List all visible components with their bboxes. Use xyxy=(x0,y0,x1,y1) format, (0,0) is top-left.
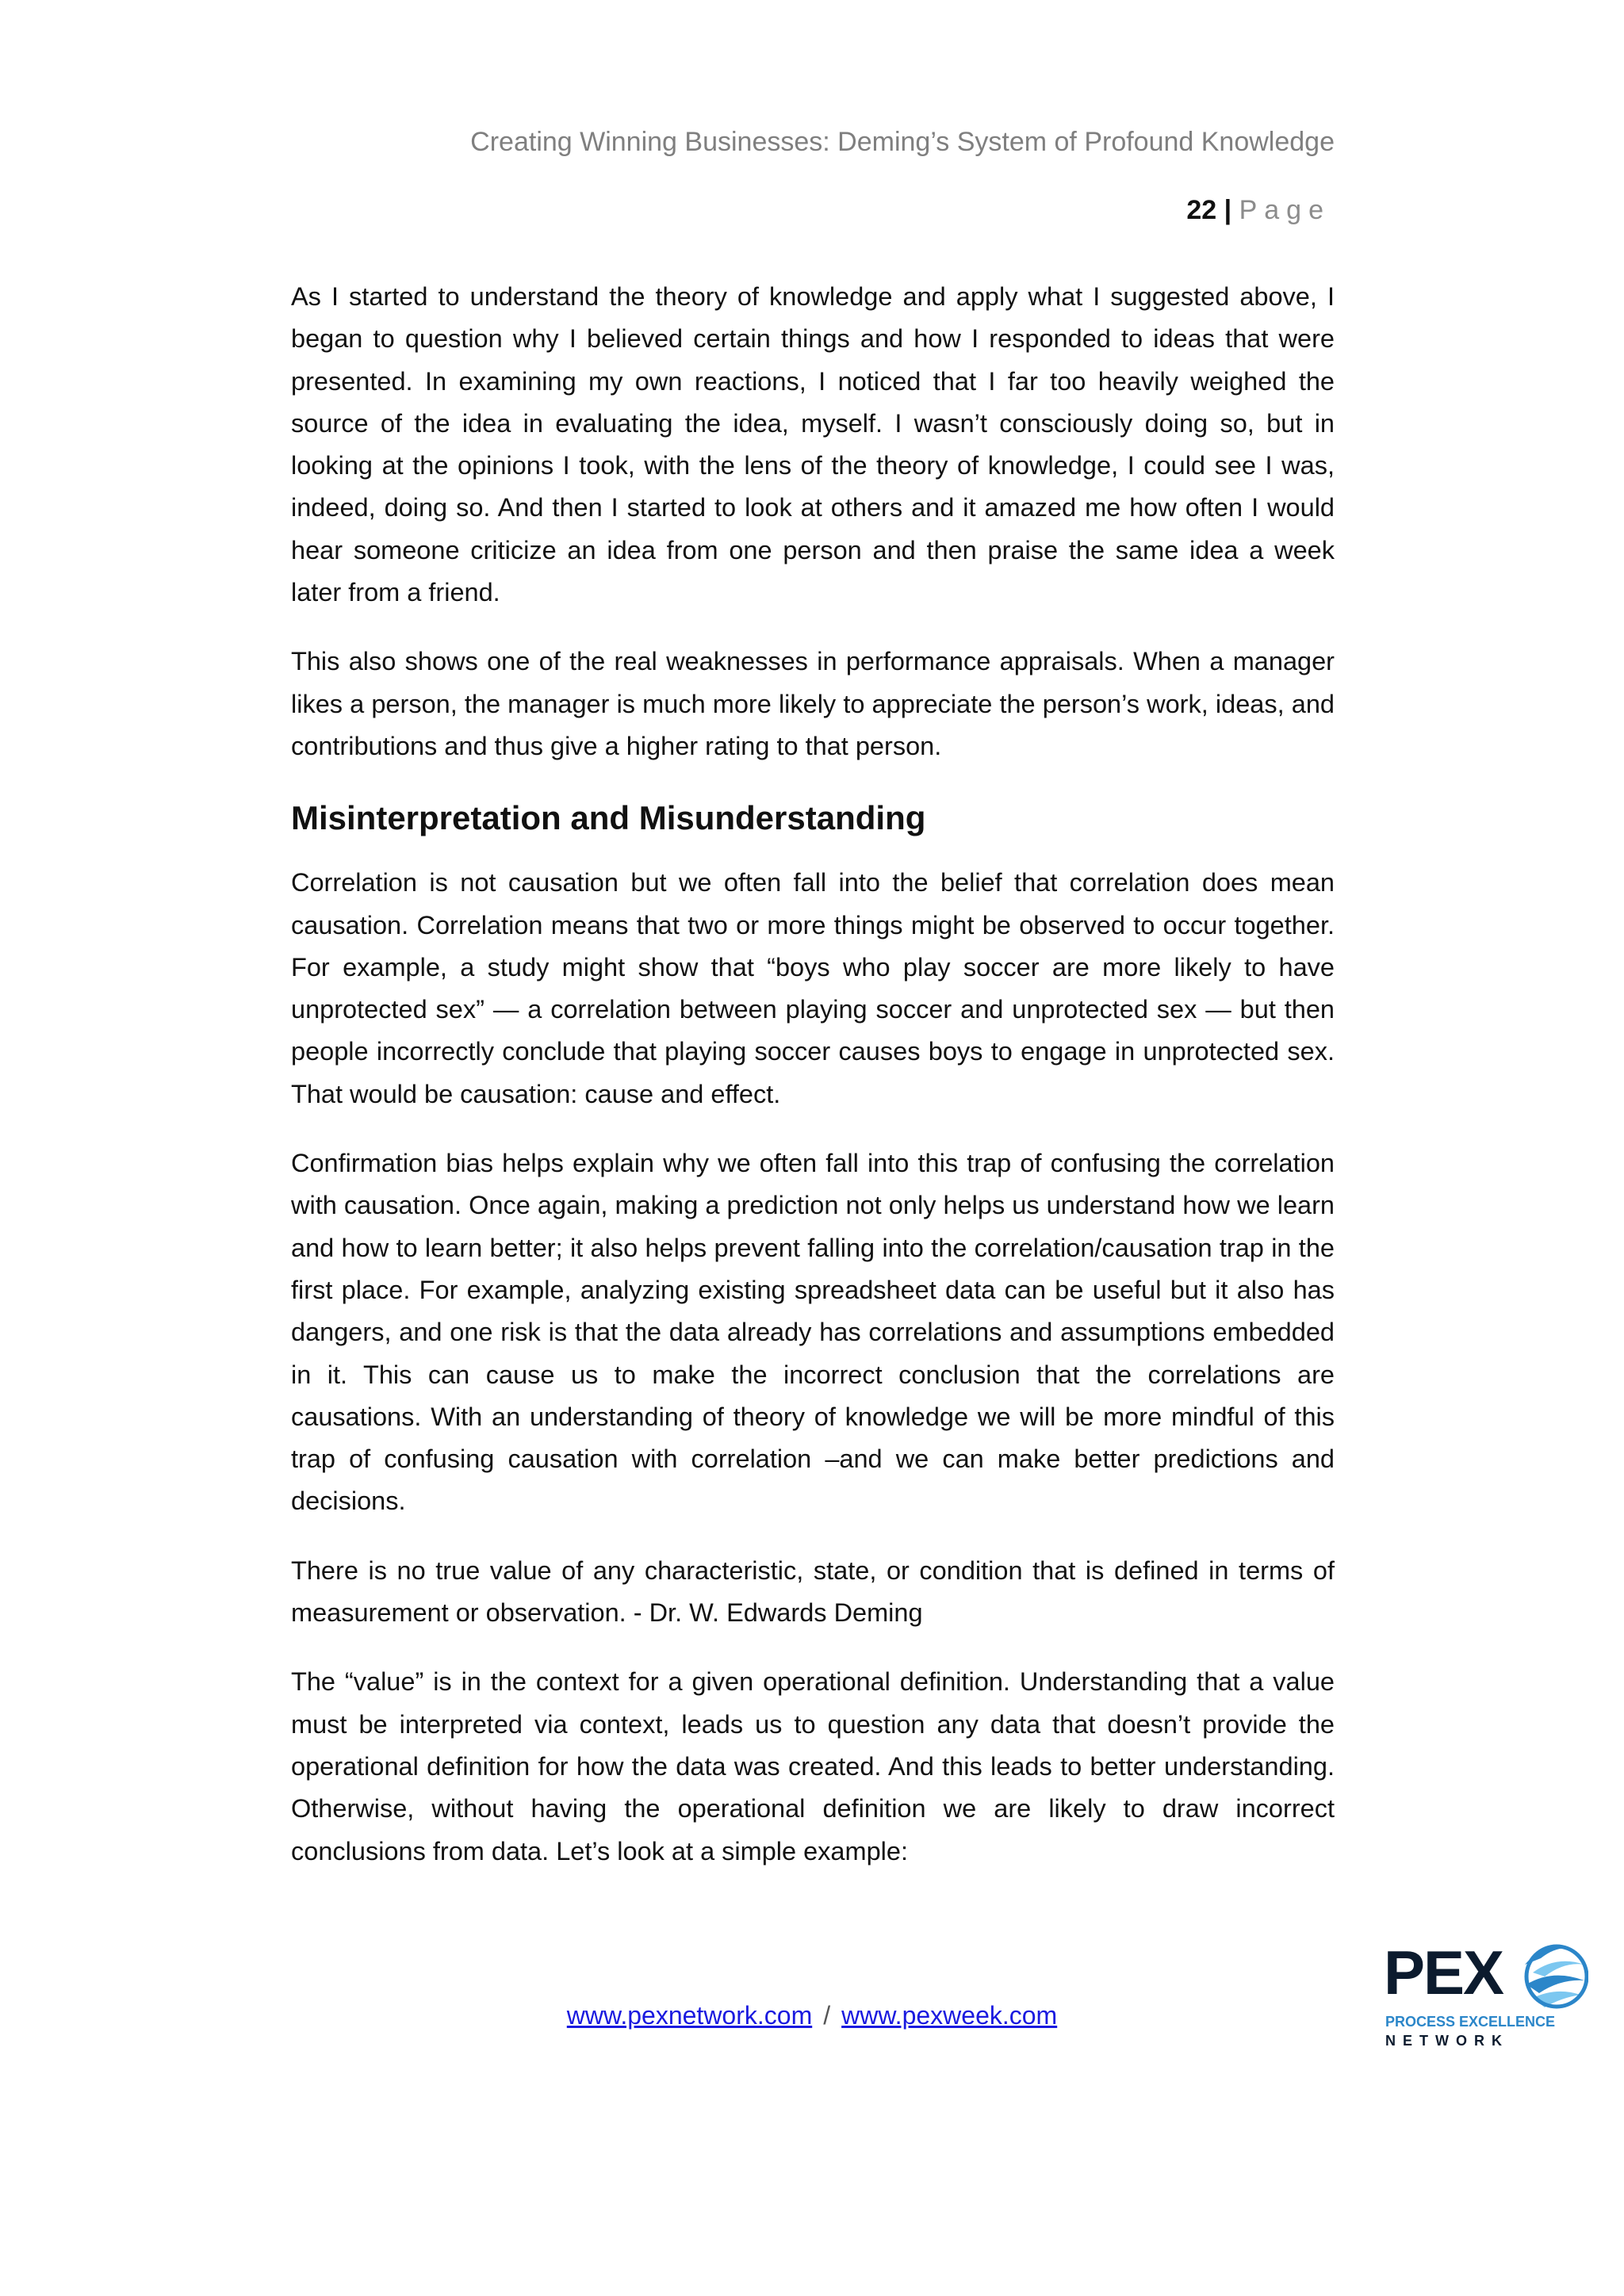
pex-logo xyxy=(1384,1938,1590,2052)
paragraph: Confirmation bias helps explain why we often fall into this trap of confusing the correlation with causation. Once again, making a prediction not only helps us understand how we learn and how to learn better; it also helps prevent falling into the correlation/causation trap in the first place. For example, analyzing existing spreadsheet data can be useful but it also has dangers, and one risk is that the data already has correlations and assumptions embedded in it. This can cause us to make the incorrect conclusion that the correlations are causations. With an understanding of theory of knowledge we will be more mindful of this trap of confusing causation with correlation –and we can make better predictions and decisions. xyxy=(291,1149,1335,1516)
footer-links xyxy=(0,2001,1624,2030)
paragraph: The “value” is in the context for a given operational definition. Understanding that a value must be interpreted via context, leads us to question any data that doesn’t provide the operational definition for how the data was created. And this leads to better understanding. Otherwise, without having the operational definition we are likely to draw incorrect conclusions from data. Let’s look at a simple example: xyxy=(291,1667,1335,1866)
paragraph: As I started to understand the theory of knowledge and apply what I suggested above, I began to question why I believed certain things and how I responded to ideas that were presented. In examining my own reactions, I noticed that I far too heavily weighed the source of the idea in evaluating the idea, myself. I wasn’t consciously doing so, but in looking at the opinions I took, with the lens of the theory of knowledge, I could see I was, indeed, doing so. And then I started to look at others and it amazed me how often I would hear someone criticize an idea from one person and then praise the same idea a week later from a friend. xyxy=(291,282,1335,607)
page-number xyxy=(1186,195,1331,226)
logo-wordmark: PEX xyxy=(1384,1938,1503,2007)
page-number-separator: | xyxy=(1224,195,1232,225)
paragraph: This also shows one of the real weaknesses in performance appraisals. When a manager likes a person, the manager is much more likely to appreciate the person’s work, ideas, and contributions and thus give a higher rating to that person. xyxy=(291,647,1335,760)
paragraph: Correlation is not causation but we often fall into the belief that correlation does mean causation. Correlation means that two or more things might be observed to occur together. For example, a study might show that “boys who play soccer are more likely to have unprotected sex” — a correlation between playing soccer and unprotected sex — but then people incorrectly conclude that playing soccer causes boys to engage in unprotected sex. That would be causation: cause and effect. xyxy=(291,868,1335,1108)
running-header: Creating Winning Businesses: Deming’s System of Profound Knowledge xyxy=(470,127,1335,157)
footer-separator: / xyxy=(823,2001,831,2030)
logo-network: NETWORK xyxy=(1385,2033,1509,2049)
pexweek-link[interactable]: www.pexweek.com xyxy=(841,2001,1058,2030)
logo-tagline: PROCESS EXCELLENCE xyxy=(1385,2014,1556,2030)
pexnetwork-link[interactable]: www.pexnetwork.com xyxy=(566,2001,813,2030)
quote-paragraph: There is no true value of any characteristic, state, or condition that is defined in terms of measurement or observation. - Dr. W. Edwards Deming xyxy=(291,1556,1335,1628)
globe-icon xyxy=(1509,1941,1588,2012)
section-heading: Misinterpretation and Misunderstanding xyxy=(291,799,926,837)
page-number-value: 22 xyxy=(1186,195,1217,225)
page-number-label: Page xyxy=(1239,195,1331,225)
page-body xyxy=(291,276,1335,1900)
